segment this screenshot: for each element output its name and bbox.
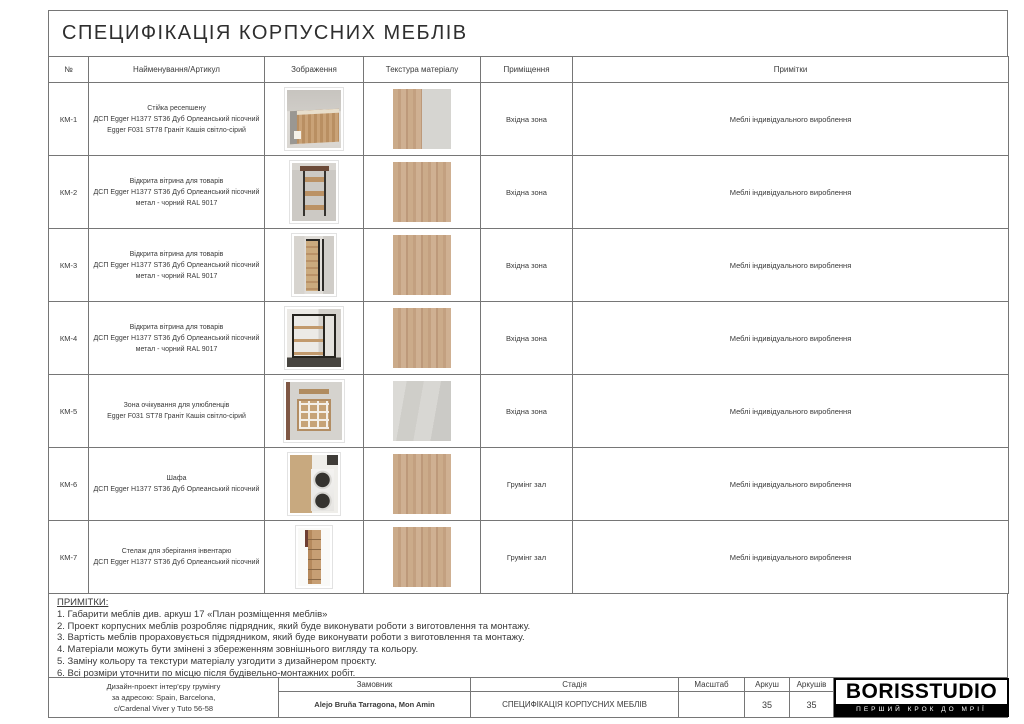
room-cell: Грумінг зал (481, 448, 573, 521)
note-cell: Меблі індивідуального вироблення (573, 521, 1009, 594)
room-cell: Вхідна зона (481, 156, 573, 229)
texture-swatch (393, 162, 451, 222)
item-image-cell (265, 229, 364, 302)
texture-cell (364, 302, 481, 375)
row-id-cell: КМ-7 (49, 521, 89, 594)
sheets-total: 35 (790, 692, 834, 717)
row-id-cell: КМ-4 (49, 302, 89, 375)
column-header: Зображення (265, 57, 364, 83)
item-name-line: Egger F031 ST78 Граніт Кашія світло-сірий (107, 413, 246, 420)
column-header: № (49, 57, 89, 83)
item-name-line: Egger F031 ST78 Граніт Кашія світло-сірий (107, 126, 246, 134)
table-row (49, 229, 1009, 302)
item-name-line: ДСП Egger H1377 ST36 Дуб Орлеанський пісочний (93, 486, 260, 493)
furniture-photo (287, 452, 341, 516)
texture-swatch (393, 527, 451, 587)
sheet-number: 35 (745, 692, 790, 717)
row-id-cell: КМ-2 (49, 156, 89, 229)
item-name-line: ДСП Egger H1377 ST36 Дуб Орлеанський пісочний (93, 115, 260, 123)
specification-table (48, 56, 1009, 594)
client-label: Замовник (279, 678, 471, 692)
item-name-line: ДСП Egger H1377 ST36 Дуб Орлеанський пісочний (93, 334, 260, 342)
furniture-photo (283, 379, 345, 443)
item-name-cell (89, 521, 265, 594)
logo-text: BORISSTUDIO (845, 680, 998, 703)
table-row (49, 448, 1009, 521)
logo-tagline: ПЕРШИЙ КРОК ДО МРІЇ (836, 704, 1007, 715)
item-image-cell (265, 521, 364, 594)
item-name-cell (89, 375, 265, 448)
item-name-line: Відкрита вітрина для товарів (129, 177, 224, 185)
page-title: СПЕЦИФІКАЦІЯ КОРПУСНИХ МЕБЛІВ (62, 22, 468, 44)
texture-cell (364, 83, 481, 156)
sheet-label: Аркуш (745, 678, 790, 692)
project-line: за адресою: Spain, Barcelona, (111, 693, 216, 702)
row-id-cell: КМ-3 (49, 229, 89, 302)
item-name-line: метал - чорний RAL 9017 (135, 272, 218, 280)
item-name-cell (89, 83, 265, 156)
row-id-cell: КМ-5 (49, 375, 89, 448)
room-cell: Вхідна зона (481, 83, 573, 156)
item-name-line: Шафа (166, 475, 187, 482)
texture-swatch (393, 308, 451, 368)
item-name-cell (89, 156, 265, 229)
item-name-line: ДСП Egger H1377 ST36 Дуб Орлеанський пісочний (93, 188, 260, 196)
item-name-line: Відкрита вітрина для товарів (129, 250, 224, 258)
furniture-photo (284, 87, 344, 151)
item-name-line: Стійка ресепшену (147, 104, 206, 112)
note-cell: Меблі індивідуального вироблення (573, 448, 1009, 521)
item-name-line: ДСП Egger H1377 ST36 Дуб Орлеанський пісочний (93, 559, 260, 566)
item-image-cell (265, 302, 364, 375)
table-header-row (49, 57, 1009, 83)
texture-cell (364, 448, 481, 521)
client-value: Alejo Bruña Tarragona, Mon Amin (279, 692, 471, 717)
project-line: Дизайн-проект інтер'єру грумінгу (106, 682, 221, 691)
note-line: 3. Вартість меблів прораховується підрядником, який буде виконувати роботи з виготовлення та монтажу. (57, 632, 525, 644)
row-id-cell: КМ-1 (49, 83, 89, 156)
notes-list (57, 609, 999, 679)
column-header: Приміщення (481, 57, 573, 83)
item-name-line: ДСП Egger H1377 ST36 Дуб Орлеанський пісочний (93, 261, 260, 269)
title-block-footer (48, 677, 1008, 718)
texture-swatch (393, 89, 451, 149)
scale-value (679, 692, 745, 717)
note-cell: Меблі індивідуального вироблення (573, 375, 1009, 448)
project-line: c/Cardenal Viver y Tuto 56-58 (113, 704, 214, 713)
room-cell: Вхідна зона (481, 375, 573, 448)
note-line: 5. Заміну кольору та текстури матеріалу узгодити з дизайнером проєкту. (57, 655, 377, 667)
title-bar (48, 10, 1008, 57)
item-name-cell (89, 229, 265, 302)
note-line: 2. Проект корпусних меблів розробляє підрядник, який буде виконувати роботи з виготовлення та монтажу. (57, 620, 531, 632)
room-cell: Вхідна зона (481, 229, 573, 302)
item-name-line: метал - чорний RAL 9017 (135, 199, 218, 207)
room-cell: Грумінг зал (481, 521, 573, 594)
item-name-line: метал - чорний RAL 9017 (135, 345, 218, 353)
texture-cell (364, 156, 481, 229)
project-address-cell (49, 678, 279, 717)
item-name-cell (89, 302, 265, 375)
item-name-line: Відкрита вітрина для товарів (129, 323, 224, 331)
note-cell: Меблі індивідуального вироблення (573, 302, 1009, 375)
item-name-line: Стелаж для зберігання інвентарю (121, 548, 232, 555)
table-row (49, 521, 1009, 594)
note-line: 1. Габарити меблів див. аркуш 17 «План розміщення меблів» (57, 609, 328, 620)
texture-swatch (393, 454, 451, 514)
texture-swatch (393, 381, 451, 441)
table-row (49, 156, 1009, 229)
notes-title: ПРИМІТКИ: (57, 597, 109, 608)
spec-table-body (49, 83, 1009, 594)
notes-block (48, 593, 1008, 678)
note-cell: Меблі індивідуального вироблення (573, 229, 1009, 302)
logo-box (834, 678, 1009, 717)
scale-label: Масштаб (679, 678, 745, 692)
studio-logo (834, 678, 1009, 717)
texture-cell (364, 229, 481, 302)
note-line: 4. Матеріали можуть бути змінені з збереженням зовнішнього вигляду та кольору. (57, 644, 419, 656)
item-name-cell (89, 448, 265, 521)
row-id-cell: КМ-6 (49, 448, 89, 521)
item-name-line: Зона очікування для улюбленців (123, 402, 230, 409)
note-cell: Меблі індивідуального вироблення (573, 156, 1009, 229)
column-header: Найменування/Артикул (89, 57, 265, 83)
room-cell: Вхідна зона (481, 302, 573, 375)
furniture-photo (291, 233, 337, 297)
item-image-cell (265, 375, 364, 448)
column-header: Примітки (573, 57, 1009, 83)
texture-swatch (393, 235, 451, 295)
drawing-frame (48, 10, 1008, 718)
sheets-label: Аркушів (790, 678, 834, 692)
table-row (49, 375, 1009, 448)
furniture-photo (295, 525, 333, 589)
stage-value: СПЕЦИФІКАЦІЯ КОРПУСНИХ МЕБЛІВ (471, 692, 679, 717)
stage-label: Стадія (471, 678, 679, 692)
texture-cell (364, 375, 481, 448)
table-row (49, 83, 1009, 156)
item-image-cell (265, 448, 364, 521)
furniture-photo (284, 306, 344, 370)
column-header: Текстура матеріалу (364, 57, 481, 83)
texture-cell (364, 521, 481, 594)
item-image-cell (265, 156, 364, 229)
note-line: 6. Всі розміри уточнити по місцю після будівельно-монтажних робіт. (57, 667, 356, 679)
item-image-cell (265, 83, 364, 156)
note-cell: Меблі індивідуального вироблення (573, 83, 1009, 156)
table-row (49, 302, 1009, 375)
furniture-photo (289, 160, 339, 224)
